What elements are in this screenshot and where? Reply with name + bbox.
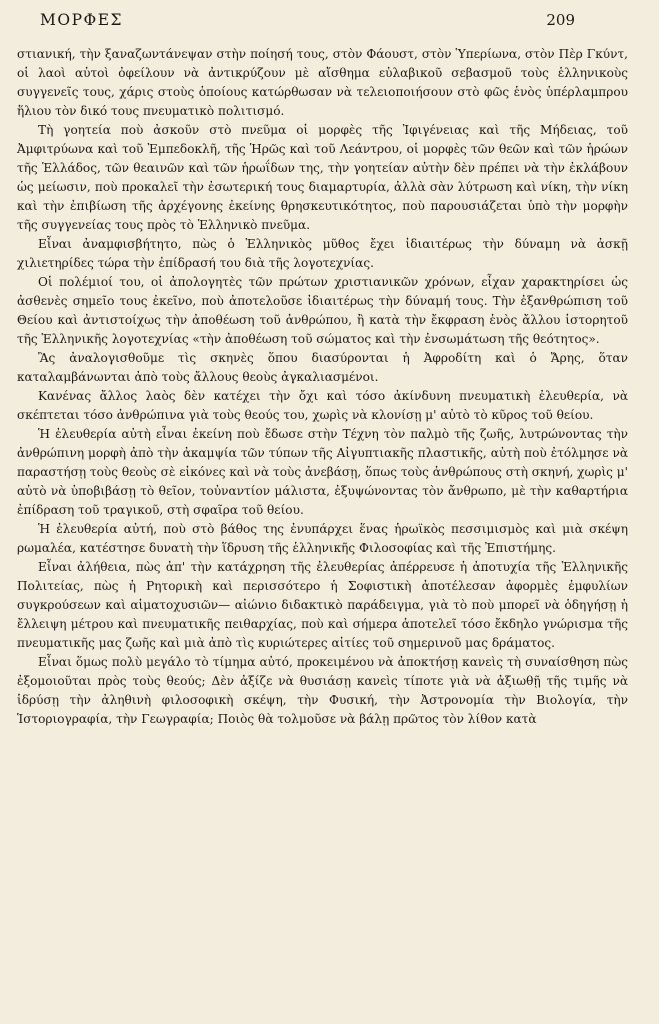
page-number: 209 (546, 11, 575, 29)
paragraph: Ἡ ἐλευθερία αὐτή, ποὺ στὸ βάθος της ἐνυπάρχει ἕνας ἡρωϊκὸς πεσσιμισμὸς καὶ μιὰ σκέψη ρωμαλέα, κατέστησε δυνατὴ τὴν ἵδρυση τῆς ἑλληνικῆς Φιλοσοφίας καὶ τῆς Ἐπιστήμης. (17, 522, 628, 555)
paragraph: στιανική, τὴν ξαναζωντάνεψαν στὴν ποίησή τους, στὸν Φάουστ, στὸν Ὑπερίωνα, στὸν Πὲρ Γκύντ, οἱ λαοὶ αὐτοὶ ὀφείλουν νὰ ἀντικρύζουν μὲ αἴσθημα εὐλαβικοῦ σεβασμοῦ τοὺς ἑλληνικοὺς συγγενεῖς τους, χάρις στοὺς ὁποίους κατώρθωσαν νὰ τελειοποιήσουν στὸ φῶς ἑνὸς ὑπέρλαμπρου ἥλιου τὸν δικό τους πνευματικὸ πολιτισμό. (17, 47, 628, 118)
paragraph: Εἶναι ἀλήθεια, πὼς ἀπ' τὴν κατάχρηση τῆς ἐλευθερίας ἀπέρρευσε ἡ ἀποτυχία τῆς Ἑλληνικῆς Πολιτείας, πὼς ἡ Ρητορικὴ καὶ περισσότερο ἡ Σοφιστικὴ ἀποτέλεσαν ἀφορμὲς ἐμφυλίων συγκρούσεων καὶ αἱματοχυσιῶν— αἰώνιο διδακτικὸ παράδειγμα, γιὰ τὸ ποὺ μπορεῖ νὰ ὁδηγήσῃ ἡ ἔλλειψη μέτρου καὶ πνευματικῆς πειθαρχίας, ποὺ καὶ σήμερα ἀποτελεῖ τόσο ἔκδηλο γνώρισμα τῆς πνευματικῆς μας ζωῆς καὶ μιὰ ἀπὸ τὶς κυριώτερες αἰτίες τοῦ σημερινοῦ μας δράματος. (17, 560, 628, 650)
paragraph: Ἂς ἀναλογισθοῦμε τὶς σκηνὲς ὅπου διασύρονται ἡ Ἀφροδίτη καὶ ὁ Ἄρης, ὅταν καταλαμβάνωνται ἀπὸ τοὺς ἄλλους θεοὺς ἀγκαλιασμένοι. (17, 351, 628, 384)
paragraph: Τὴ γοητεία ποὺ ἀσκοῦν στὸ πνεῦμα οἱ μορφὲς τῆς Ἰφιγένειας καὶ τῆς Μήδειας, τοῦ Ἀμφιτρύωνα καὶ τοῦ Ἐμπεδοκλῆ, τῆς Ἡρῶς καὶ τοῦ Λεάντρου, οἱ μορφὲς τῶν θεῶν καὶ τῶν ἡρώων τῆς Ἑλλάδος, τῶν θεαινῶν καὶ τῶν ἡρωΐδων της, τὴν γοητείαν αὐτὴν δὲν πρέπει νὰ τὴν ἐκλάβουν ὡς μείωσιν, ποὺ προκαλεῖ τὴν ἐσωτερική τους διαμαρτυρία, ἀλλὰ σὰν λύτρωση καὶ νίκη, τὴν νίκη καὶ τὴν ἐπιβίωση τῆς ἀρχέγονης ἐκείνης θρησκευτικότητος, ποὺ παρουσιάζεται ὑπὸ τὴν μορφὴν τῆς συγγενείας τους πρὸς τὸ Ἑλληνικὸ πνεῦμα. (17, 123, 628, 232)
running-title: ΜΟΡΦΕΣ (40, 11, 123, 29)
paragraph: Εἶναι ὅμως πολὺ μεγάλο τὸ τίμημα αὐτό, προκειμένου νὰ ἀποκτήσῃ κανεὶς τὴ συναίσθηση πὼς ἐξομοιοῦται πρὸς τοὺς θεούς; Δὲν ἀξίζε νὰ θυσιάσῃ κανεὶς τίποτε γιὰ νὰ ἀξιωθῇ τῆς τιμῆς νὰ ἱδρύσῃ τὴν ἀληθινὴ φιλοσοφικὴ σκέψη, τὴν Φυσική, τὴν Ἀστρονομία τὴν Βιολογία, τὴν Ἱστοριογραφία, τὴν Γεωγραφία; Ποιὸς θὰ τολμοῦσε νὰ βάλῃ πρῶτος τὸν λίθον κατὰ (17, 655, 628, 726)
paragraph: Κανένας ἄλλος λαὸς δὲν κατέχει τὴν ὄχι καὶ τόσο ἀκίνδυνη πνευματικὴ ἐλευθερία, νὰ σκέπτεται τόσο ἀνθρώπινα γιὰ τοὺς θεούς του, χωρὶς νὰ κλονίσῃ μ' αὐτὸ τὸ κῦρος τοῦ θείου. (17, 389, 628, 422)
paragraph: Ἡ ἐλευθερία αὐτὴ εἶναι ἐκείνη ποὺ ἔδωσε στὴν Τέχνη τὸν παλμὸ τῆς ζωῆς, λυτρώνοντας τὴν ἀνθρώπινη μορφὴ ἀπὸ τὴν ἀκαμψία τῶν τύπων τῆς Αἰγυπτιακῆς πλαστικῆς, αὐτὴ ποὺ ἐτόλμησε νὰ παραστήσῃ τοὺς θεοὺς σὲ εἰκόνες καὶ νὰ τοὺς ἀνεβάσῃ, ὅπως τοὺς ἀνθρώπους στὴ σκηνή, χωρὶς μ' αὐτὸ νὰ ὑποβιβάσῃ τὸ θεῖον, τοὐναντίον μάλιστα, ἐξυψώνοντας τὸν ἄνθρωπο, μὲ τὴν καθαρτήρια ἐπίδραση τοῦ τραγικοῦ, στὴ σφαῖρα τοῦ θείου. (17, 427, 628, 517)
body-text (17, 45, 628, 729)
page-header (40, 11, 575, 35)
paragraph: Οἱ πολέμιοί του, οἱ ἀπολογητὲς τῶν πρώτων χριστιανικῶν χρόνων, εἶχαν χαρακτηρίσει ὡς ἀσθενὲς σημεῖο τους ἐκεῖνο, ποὺ ἀποτελοῦσε ἰδιαιτέρως τὴν δύναμή τους. Τὴν ἐξανθρώπιση τοῦ Θείου καὶ ἀντιστοίχως τὴν ἀποθέωση τοῦ ἀνθρώπου, ἢ κατὰ τὴν ἔκφραση ἑνὸς ἄλλου ἱστορητοῦ τῆς Ἑλληνικῆς λογοτεχνίας «τὴν ἀποθέωση τοῦ σώματος καὶ τὴν ἐνσωμάτωση τῆς θεότητος». (17, 275, 628, 346)
paragraph: Εἶναι ἀναμφισβήτητο, πὼς ὁ Ἑλληνικὸς μῦθος ἔχει ἰδιαιτέρως τὴν δύναμη νὰ ἀσκῇ χιλιετηρίδες τώρα τὴν ἐπίδρασή του διὰ τῆς λογοτεχνίας. (17, 237, 628, 270)
